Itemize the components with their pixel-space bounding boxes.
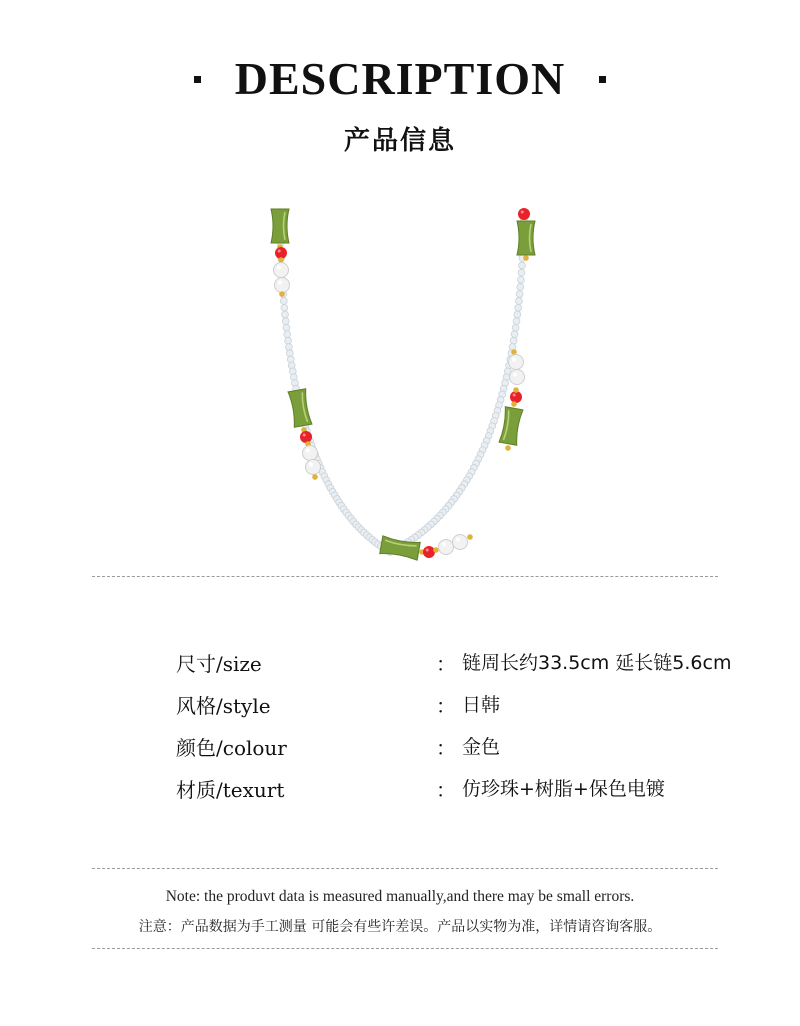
spec-row-style [0, 682, 800, 724]
spec-colon: ： [436, 778, 456, 802]
pearl-highlight [306, 449, 310, 453]
bamboo-bead [288, 389, 312, 428]
red-bead-highlight [278, 250, 281, 253]
spec-colon: ： [436, 694, 456, 718]
pearl-bead [439, 540, 454, 555]
pearl-highlight [309, 463, 313, 467]
bamboo-bead [271, 209, 289, 243]
header [0, 52, 800, 157]
pearl-bead [510, 370, 525, 385]
crystal-bead [280, 298, 287, 305]
page-title: DESCRIPTION [234, 53, 566, 104]
gold-spacer [523, 255, 529, 261]
gold-spacer [511, 349, 517, 355]
necklace-illustration [220, 190, 580, 570]
gold-spacer [513, 387, 519, 393]
pearl-bead [306, 460, 321, 475]
spec-row-size [0, 640, 800, 682]
crystal-bead [519, 262, 526, 269]
gold-spacer [511, 401, 517, 407]
spec-row-texture [0, 766, 800, 808]
crystal-bead [515, 304, 522, 311]
title-bullet-right [599, 76, 606, 83]
red-bead-highlight [303, 434, 306, 437]
crystal-bead [514, 311, 521, 318]
pearl-bead [274, 263, 289, 278]
crystal-bead [517, 277, 524, 284]
spec-label: 风格/style [176, 694, 271, 718]
crystal-bead [283, 324, 290, 331]
bamboo-bead [499, 407, 523, 446]
pearl-bead [509, 355, 524, 370]
gold-spacer [312, 474, 318, 480]
crystal-bead [518, 269, 525, 276]
crystal-bead [511, 331, 518, 338]
crystal-bead [284, 331, 291, 338]
page-subtitle: 产品信息 [343, 126, 456, 156]
red-bead-highlight [521, 211, 524, 214]
crystal-bead [285, 337, 292, 344]
crystal-bead [510, 337, 517, 344]
crystal-bead [516, 298, 523, 305]
red-bead [518, 208, 530, 220]
red-bead [423, 546, 435, 558]
spec-value: 仿珍珠+树脂+保色电镀 [462, 778, 665, 800]
divider-middle [92, 868, 718, 869]
spec-value: 日韩 [462, 694, 501, 716]
crystal-bead [512, 324, 519, 331]
pearl-highlight [278, 281, 282, 285]
pearl-highlight [442, 543, 446, 547]
bamboo-bead [517, 221, 535, 255]
title-bullet-left [194, 76, 201, 83]
spec-label: 颜色/colour [176, 736, 287, 760]
crystal-bead [516, 291, 523, 298]
disclaimer-note [0, 888, 800, 936]
spec-colon: ： [436, 652, 456, 676]
crystal-bead [282, 311, 289, 318]
title-row [0, 52, 800, 106]
pearl-bead [453, 535, 468, 550]
spec-label: 尺寸/size [176, 652, 262, 676]
crystal-bead [285, 344, 292, 351]
spec-value: 金色 [462, 736, 501, 758]
crystal-bead [517, 284, 524, 291]
product-image [220, 190, 580, 570]
pearl-highlight [456, 538, 460, 542]
gold-spacer [505, 445, 511, 451]
red-bead-highlight [513, 394, 516, 397]
crystal-bead [286, 350, 293, 357]
gold-spacer [433, 547, 439, 553]
spec-row-colour [0, 724, 800, 766]
gold-spacer [467, 534, 473, 540]
red-bead-highlight [426, 549, 429, 552]
crystal-bead [282, 318, 289, 325]
spec-label: 材质/texurt [176, 778, 285, 802]
gold-spacer [278, 257, 284, 263]
spec-colon: ： [436, 736, 456, 760]
crystal-bead [281, 304, 288, 311]
note-english: Note: the produvt data is measured manually,and there may be small errors. [165, 888, 635, 905]
pearl-bead [275, 278, 290, 293]
crystal-bead [513, 318, 520, 325]
divider-top [92, 576, 718, 577]
divider-bottom [92, 948, 718, 949]
note-chinese: 注意：产品数据为手工测量 可能会有些许差误。产品以实物为准，详情请咨询客服。 [138, 919, 662, 935]
pearl-bead [303, 446, 318, 461]
pearl-highlight [277, 266, 281, 270]
spec-value: 链周长约33.5cm 延长链5.6cm [462, 652, 732, 674]
red-bead [300, 431, 312, 443]
pearl-highlight [513, 373, 517, 377]
pearl-highlight [512, 358, 516, 362]
gold-spacer [279, 291, 285, 297]
